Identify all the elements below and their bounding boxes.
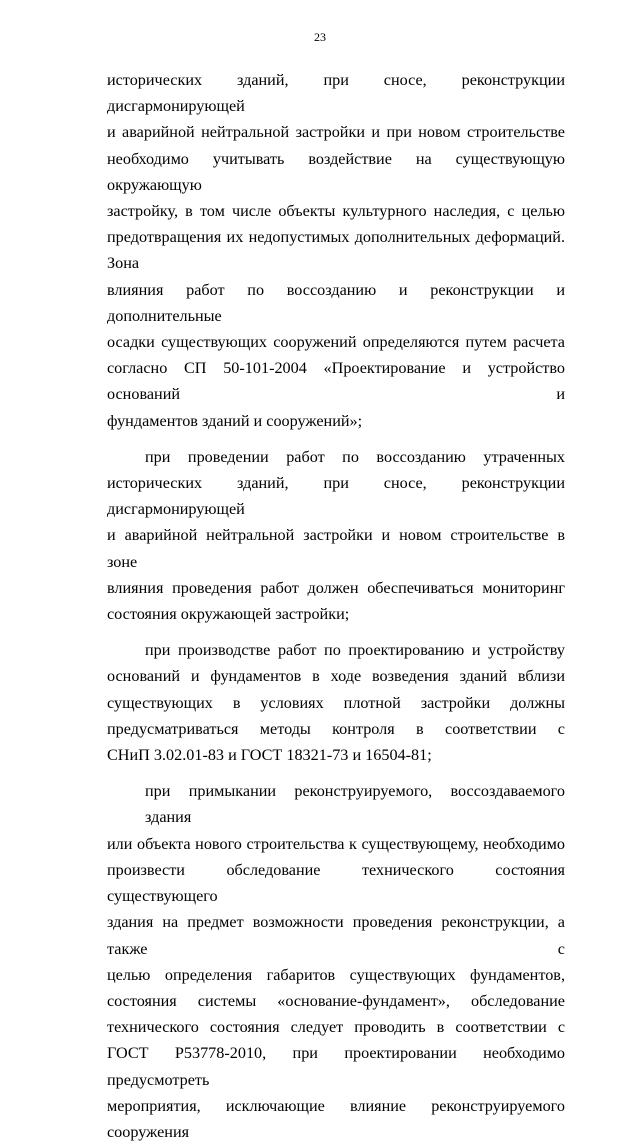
text-line: при проведении работ по воссозданию утраченных [145, 447, 565, 466]
text-line: состояния окружающей застройки; [107, 605, 350, 624]
paragraph [107, 444, 565, 627]
text-line: застройку, в том числе объекты культурного наследия, с целью [107, 202, 565, 221]
text-line: влияния проведения работ должен обеспечиваться мониторинг [107, 578, 565, 597]
text-line: необходимо учитывать воздействие на существующую окружающую [107, 149, 565, 194]
text-line: при производстве работ по проектированию и устройству [145, 641, 565, 660]
page-number: 23 [314, 30, 326, 44]
text-line: фундаментов зданий и сооружений»; [107, 411, 363, 430]
text-line: состояния системы «основание-фундамент», обследование [107, 991, 565, 1010]
text-line: предотвращения их недопустимых дополнительных деформаций. Зона [107, 228, 565, 273]
text-line: произвести обследование технического состояния существующего [107, 860, 565, 906]
text-line: существующих в условиях плотной застройки должны [107, 693, 565, 712]
text-line: технического состояния следует проводить в соответствии с [107, 1018, 565, 1037]
paragraph [107, 67, 565, 434]
text-line: предусматриваться методы контроля в соответствии с [107, 719, 565, 738]
text-line: и аварийной нейтральной застройки и при новом строительстве [107, 123, 565, 142]
text-line: мероприятия, исключающие влияние реконструируемого сооружения [107, 1096, 565, 1141]
text-line: исторических зданий, при сносе, реконструкции дисгармонирующей [107, 474, 565, 519]
text-line: или объекта нового строительства к существующему, необходимо [107, 834, 565, 853]
text-line: влияния работ по воссозданию и реконструкции и дополнительные [107, 280, 565, 325]
document-body [107, 67, 565, 1145]
text-line: ГОСТ Р53778-2010, при проектировании необходимо предусмотреть [107, 1044, 565, 1089]
text-line: и аварийной нейтральной застройки и новом строительстве в зоне [107, 526, 565, 571]
text-line: оснований и фундаментов в ходе возведения зданий вблизи [107, 667, 565, 686]
text-line: при примыкании реконструируемого, воссоздаваемого здания [145, 782, 565, 827]
text-line: согласно СП 50-101-2004 «Проектирование и устройство оснований и [107, 359, 565, 404]
text-line: здания на предмет возможности проведения реконструкции, а также с [107, 913, 565, 958]
paragraph [107, 637, 565, 768]
text-line: осадки существующих сооружений определяются путем расчета [107, 333, 565, 352]
text-line: исторических зданий, при сносе, реконструкции дисгармонирующей [107, 71, 565, 116]
text-line: целью определения габаритов существующих фундаментов, [107, 965, 565, 984]
text-line: СНиП 3.02.01-83 и ГОСТ 18321-73 и 16504-81; [107, 746, 432, 765]
paragraph [107, 778, 565, 1145]
